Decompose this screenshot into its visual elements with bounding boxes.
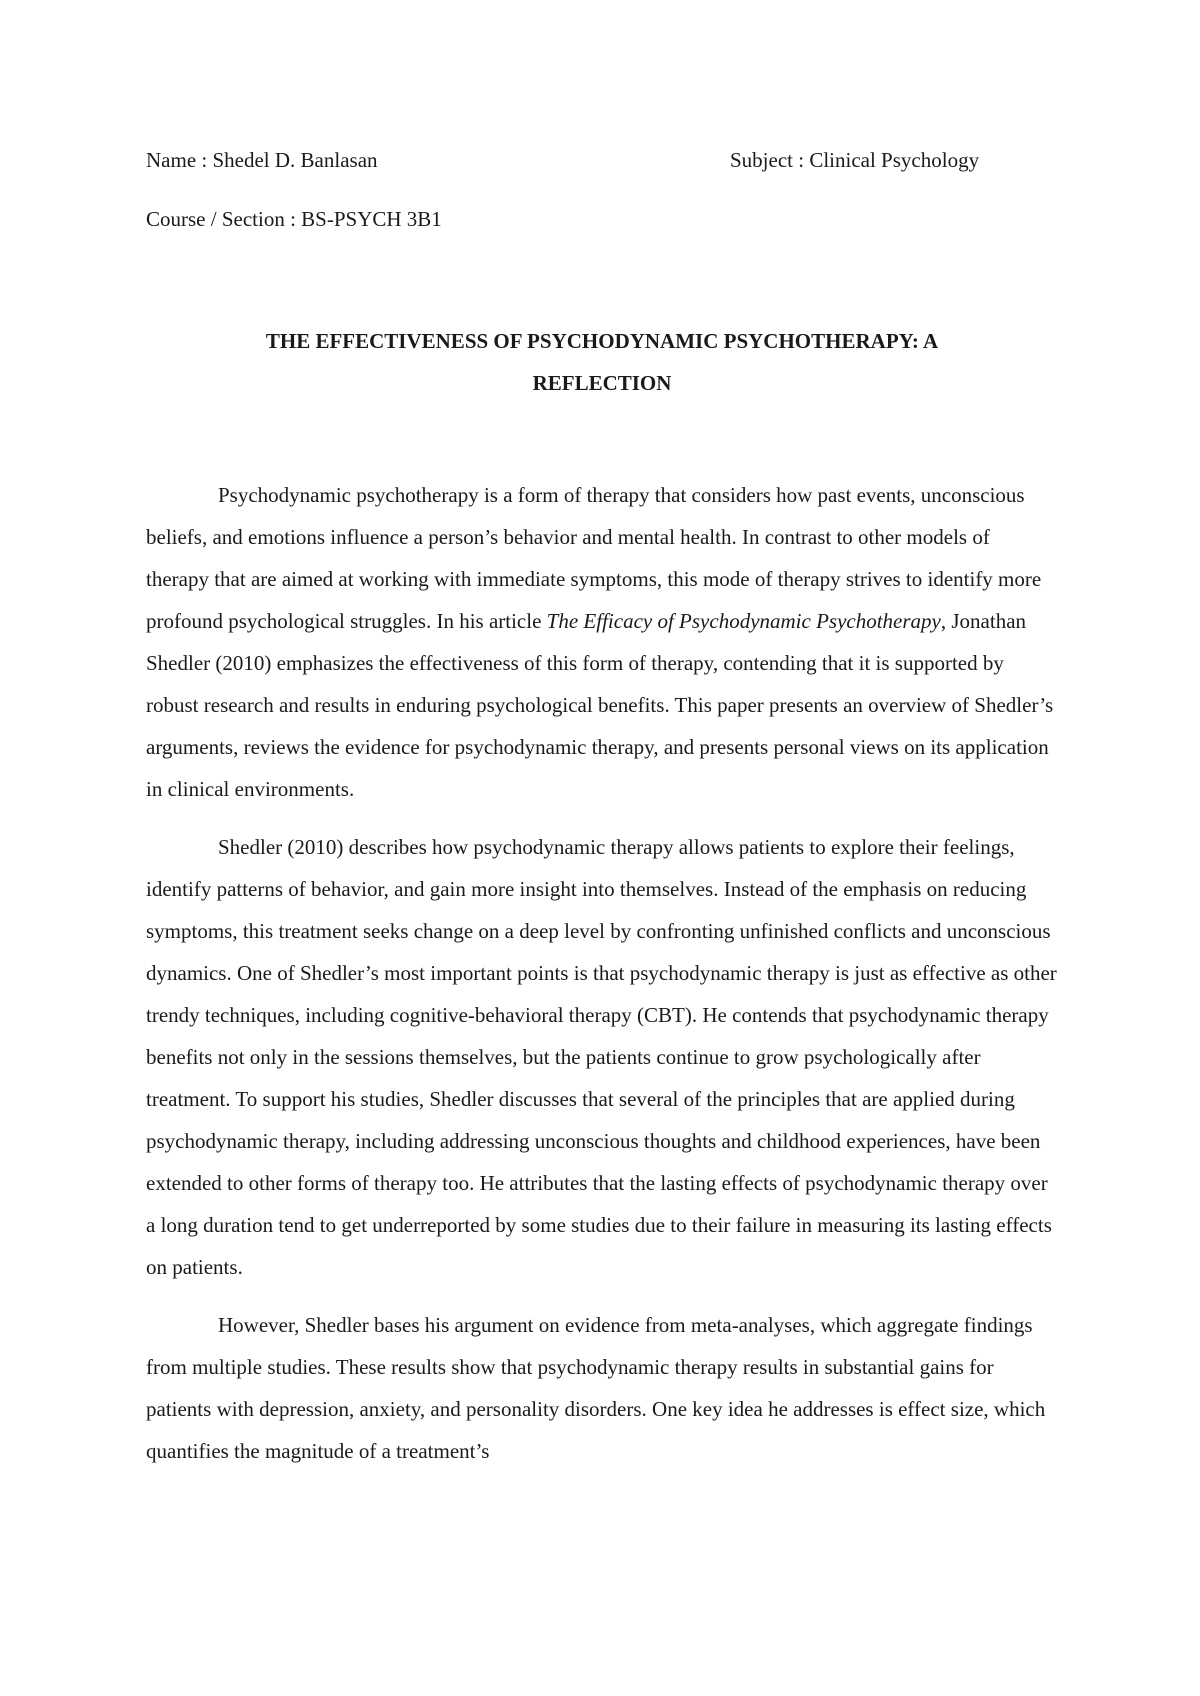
- paragraph-1: [146, 474, 1058, 810]
- article-title-italic: The Efficacy of Psychodynamic Psychotherapy: [546, 609, 941, 633]
- paragraph-1-text-b: , Jonathan Shedler (2010) emphasizes the effectiveness of this form of therapy, contending that it is supported by robust research and results in enduring psychological benefits. This paper presents an overview of Shedler’s arguments, reviews the evidence for psychodynamic therapy, and presents personal views on its application in clinical environments.: [146, 609, 1054, 801]
- document-title: [146, 320, 1058, 404]
- paragraph-2: Shedler (2010) describes how psychodynamic therapy allows patients to explore their feelings, identify patterns of behavior, and gain more insight into themselves. Instead of the emphasis on reducing symptoms, this treatment seeks change on a deep level by confronting unfinished conflicts and unconscious dynamics. One of Shedler’s most important points is that psychodynamic therapy is just as effective as other trendy techniques, including cognitive-behavioral therapy (CBT). He contends that psychodynamic therapy benefits not only in the sessions themselves, but the patients continue to grow psychologically after treatment. To support his studies, Shedler discusses that several of the principles that are applied during psychodynamic therapy, including addressing unconscious thoughts and childhood experiences, have been extended to other forms of therapy too. He attributes that the lasting effects of psychodynamic therapy over a long duration tend to get underreported by some studies due to their failure in measuring its lasting effects on patients.: [146, 835, 1057, 1279]
- document-body: [146, 474, 1058, 1488]
- paragraph-1-text-a: Psychodynamic psychotherapy is a form of therapy that considers how past events, unconscious beliefs, and emotions influence a person’s behavior and mental health. In contrast to other models of therapy that are aimed at working with immediate symptoms, this mode of therapy strives to identify more profound psychological struggles. In his article: [146, 483, 1042, 633]
- title-line-2: REFLECTION: [532, 371, 672, 395]
- course-section: Course / Section : BS-PSYCH 3B1: [146, 207, 442, 231]
- title-line-1: THE EFFECTIVENESS OF PSYCHODYNAMIC PSYCHOTHERAPY: A: [265, 329, 939, 353]
- subject-label: Subject : Clinical Psychology: [730, 148, 980, 172]
- paragraph-3: However, Shedler bases his argument on evidence from meta-analyses, which aggregate findings from multiple studies. These results show that psychodynamic therapy results in substantial gains for patients with depression, anxiety, and personality disorders. One key idea he addresses is effect size, which quantifies the magnitude of a treatment’s: [146, 1313, 1046, 1463]
- student-name: Name : Shedel D. Banlasan: [146, 148, 378, 172]
